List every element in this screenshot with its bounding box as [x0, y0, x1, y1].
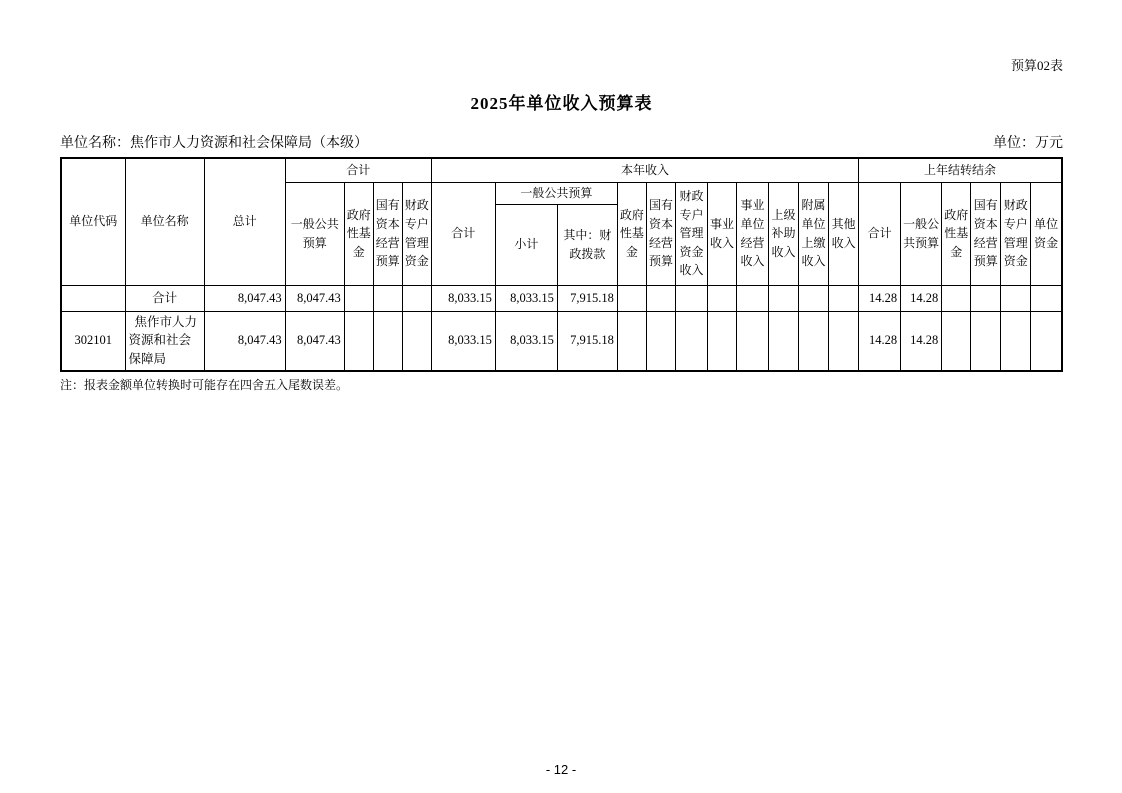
- unit-name-label: 单位名称：焦作市人力资源和社会保障局（本级）: [60, 136, 368, 151]
- cell-value: 8,033.15: [431, 311, 495, 371]
- cell-unit-code: 302101: [61, 311, 125, 371]
- income-budget-table: [60, 157, 1063, 372]
- col-header-unit-name: 单位名称: [125, 158, 204, 285]
- col-header-grand-total: 总计: [204, 158, 285, 285]
- cell-value: [942, 311, 971, 371]
- col-header-co-general-public-budget: 一般公共预算: [901, 182, 942, 285]
- cell-value: 8,033.15: [495, 311, 557, 371]
- col-header-co-state-capital-budget: 国有资本经营预算: [971, 182, 1001, 285]
- cell-value: 14.28: [859, 285, 901, 311]
- cell-value: [769, 311, 799, 371]
- cell-value: [769, 285, 799, 311]
- cell-value: [1001, 285, 1031, 311]
- cell-value: 8,047.43: [204, 311, 285, 371]
- cell-value: 7,915.18: [557, 311, 617, 371]
- cell-value: 8,033.15: [431, 285, 495, 311]
- col-header-cy-fiscal-special-account-income: 财政专户管理资金收入: [675, 182, 707, 285]
- cell-value: [617, 285, 646, 311]
- col-header-total-government-fund: 政府性基金: [344, 182, 373, 285]
- cell-unit-name: 焦作市人力资源和社会保障局: [125, 311, 204, 371]
- cell-value: [402, 285, 431, 311]
- cell-value: 14.28: [859, 311, 901, 371]
- page-title: 2025年单位收入预算表: [470, 94, 653, 113]
- cell-value: 8,047.43: [204, 285, 285, 311]
- cell-value: [736, 285, 768, 311]
- col-header-cy-affiliated-unit-income: 附属单位上缴收入: [799, 182, 829, 285]
- cell-value: [646, 285, 675, 311]
- col-header-total-general-public-budget: 一般公共预算: [285, 182, 344, 285]
- col-header-cy-superior-subsidy-income: 上级补助收入: [769, 182, 799, 285]
- unit-of-measure-label: 单位：万元: [993, 136, 1063, 151]
- cell-value: 14.28: [901, 311, 942, 371]
- col-header-cy-government-fund: 政府性基金: [617, 182, 646, 285]
- cell-value: [971, 285, 1001, 311]
- cell-value: [971, 311, 1001, 371]
- cell-value: [1001, 311, 1031, 371]
- form-number-label: 预算02表: [1010, 58, 1063, 73]
- col-header-co-government-fund: 政府性基金: [942, 182, 971, 285]
- page-number: - 12 -: [545, 762, 577, 777]
- group-header-current-year-income: 本年收入: [431, 158, 858, 182]
- cell-value: [736, 311, 768, 371]
- col-header-total-state-capital-budget: 国有资本经营预算: [373, 182, 402, 285]
- cell-value: [829, 311, 859, 371]
- cell-value: [829, 285, 859, 311]
- cell-value: [942, 285, 971, 311]
- col-header-unit-code: 单位代码: [61, 158, 125, 285]
- col-header-cy-gpb-fiscal-allocation: 其中：财政拨款: [557, 204, 617, 285]
- cell-value: 8,033.15: [495, 285, 557, 311]
- cell-value: [675, 285, 707, 311]
- header-row-groups: [61, 158, 1062, 182]
- footnote: 注：报表金额单位转换时可能存在四舍五入尾数误差。: [60, 378, 349, 392]
- cell-value: [617, 311, 646, 371]
- table-body: [61, 285, 1062, 371]
- col-header-cy-gpb-subtotal: 小计: [495, 204, 557, 285]
- col-header-cy-subtotal: 合计: [431, 182, 495, 285]
- col-header-co-subtotal: 合计: [859, 182, 901, 285]
- subgroup-header-cy-general-public-budget: 一般公共预算: [495, 182, 617, 204]
- cell-value: [344, 311, 373, 371]
- cell-value: 8,047.43: [285, 285, 344, 311]
- meta-row: [60, 132, 1063, 152]
- group-header-carryover: 上年结转结余: [859, 158, 1062, 182]
- cell-value: [373, 311, 402, 371]
- cell-value: [707, 285, 736, 311]
- cell-value: [373, 285, 402, 311]
- cell-value: [675, 311, 707, 371]
- col-header-cy-institution-operating-income: 事业单位经营收入: [736, 182, 768, 285]
- table-row: [61, 311, 1062, 371]
- cell-value: [799, 311, 829, 371]
- col-header-cy-institution-income: 事业收入: [707, 182, 736, 285]
- cell-value: 14.28: [901, 285, 942, 311]
- col-header-cy-other-income: 其他收入: [829, 182, 859, 285]
- col-header-cy-state-capital-budget: 国有资本经营预算: [646, 182, 675, 285]
- cell-value: 7,915.18: [557, 285, 617, 311]
- group-header-total: 合计: [285, 158, 431, 182]
- cell-unit-code: [61, 285, 125, 311]
- cell-value: [799, 285, 829, 311]
- cell-value: [1031, 285, 1062, 311]
- cell-value: 8,047.43: [285, 311, 344, 371]
- cell-value: [1031, 311, 1062, 371]
- table-row: [61, 285, 1062, 311]
- cell-value: [344, 285, 373, 311]
- col-header-total-fiscal-special-account: 财政专户管理资金: [402, 182, 431, 285]
- cell-unit-name: 合计: [125, 285, 204, 311]
- cell-value: [646, 311, 675, 371]
- cell-value: [707, 311, 736, 371]
- col-header-co-fiscal-special-account: 财政专户管理资金: [1001, 182, 1031, 285]
- col-header-co-unit-funds: 单位资金: [1031, 182, 1062, 285]
- cell-value: [402, 311, 431, 371]
